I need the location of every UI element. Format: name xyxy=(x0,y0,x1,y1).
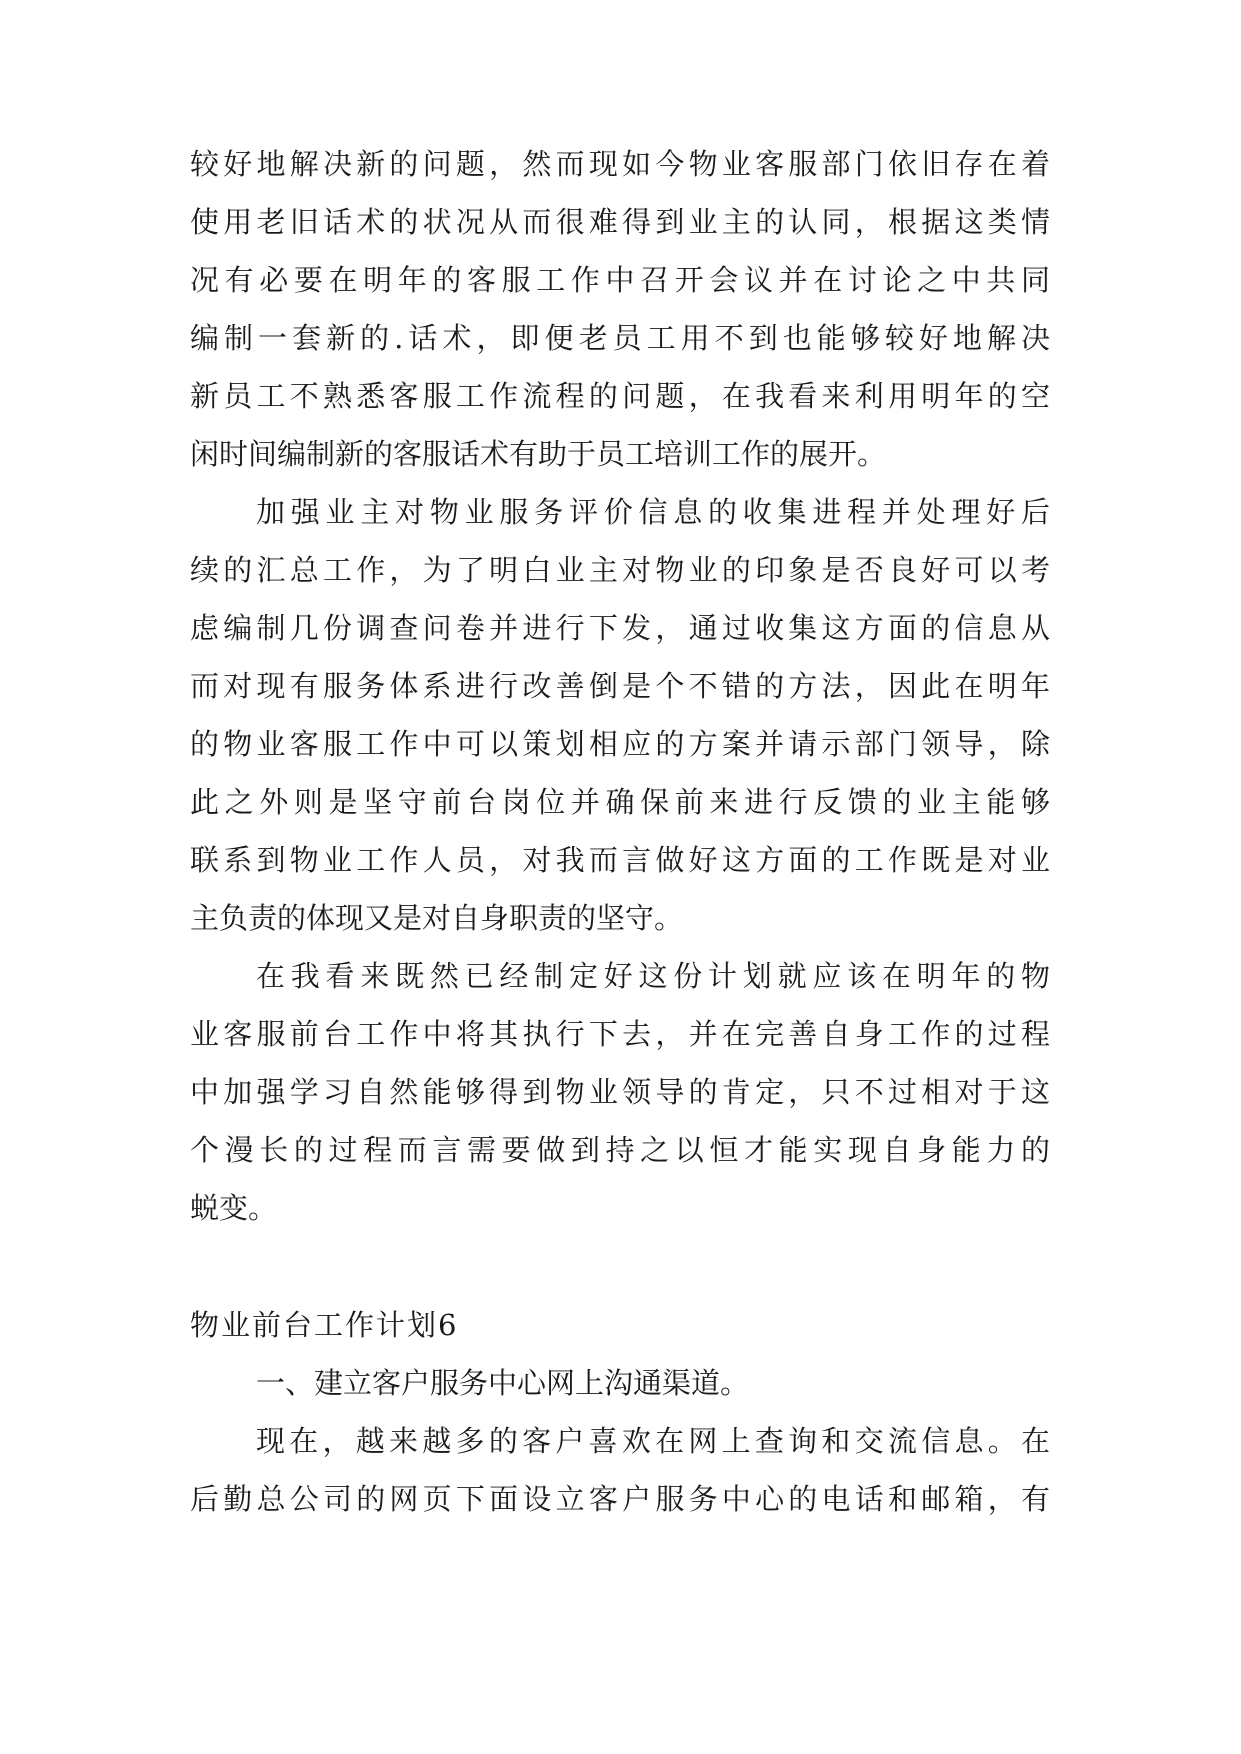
paragraph-line: 况有必要在明年的客服工作中召开会议并在讨论之中共同 xyxy=(190,263,1050,297)
section-title: 物业前台工作计划6 xyxy=(190,1308,459,1342)
paragraph-line: 虑编制几份调查问卷并进行下发，通过收集这方面的信息从 xyxy=(190,611,1050,645)
paragraph-line: 蜕变。 xyxy=(190,1191,278,1225)
paragraph-line: 此之外则是坚守前台岗位并确保前来进行反馈的业主能够 xyxy=(190,785,1050,819)
paragraph-line: 而对现有服务体系进行改善倒是个不错的方法，因此在明年 xyxy=(190,669,1050,703)
paragraph-line: 在我看来既然已经制定好这份计划就应该在明年的物 xyxy=(256,959,1050,993)
paragraph-line: 使用老旧话术的状况从而很难得到业主的认同，根据这类情 xyxy=(190,205,1050,239)
paragraph-line: 中加强学习自然能够得到物业领导的肯定，只不过相对于这 xyxy=(190,1075,1050,1109)
list-item-heading: 一、建立客户服务中心网上沟通渠道。 xyxy=(256,1366,750,1400)
paragraph-line: 个漫长的过程而言需要做到持之以恒才能实现自身能力的 xyxy=(190,1133,1050,1167)
paragraph-line: 续的汇总工作，为了明白业主对物业的印象是否良好可以考 xyxy=(190,553,1050,587)
paragraph-line: 主负责的体现又是对自身职责的坚守。 xyxy=(190,901,684,935)
paragraph-line: 联系到物业工作人员，对我而言做好这方面的工作既是对业 xyxy=(190,843,1050,877)
paragraph-line: 较好地解决新的问题，然而现如今物业客服部门依旧存在着 xyxy=(190,147,1050,181)
paragraph-line: 后勤总公司的网页下面设立客户服务中心的电话和邮箱，有 xyxy=(190,1482,1050,1516)
paragraph-line: 现在，越来越多的客户喜欢在网上查询和交流信息。在 xyxy=(256,1424,1050,1458)
paragraph-line: 加强业主对物业服务评价信息的收集进程并处理好后 xyxy=(256,495,1050,529)
paragraph-line: 的物业客服工作中可以策划相应的方案并请示部门领导，除 xyxy=(190,727,1050,761)
paragraph-line: 编制一套新的.话术，即便老员工用不到也能够较好地解决 xyxy=(190,321,1050,355)
paragraph-line: 新员工不熟悉客服工作流程的问题，在我看来利用明年的空 xyxy=(190,379,1050,413)
paragraph-line: 闲时间编制新的客服话术有助于员工培训工作的展开。 xyxy=(190,437,887,471)
paragraph-line: 业客服前台工作中将其执行下去，并在完善自身工作的过程 xyxy=(190,1017,1050,1051)
